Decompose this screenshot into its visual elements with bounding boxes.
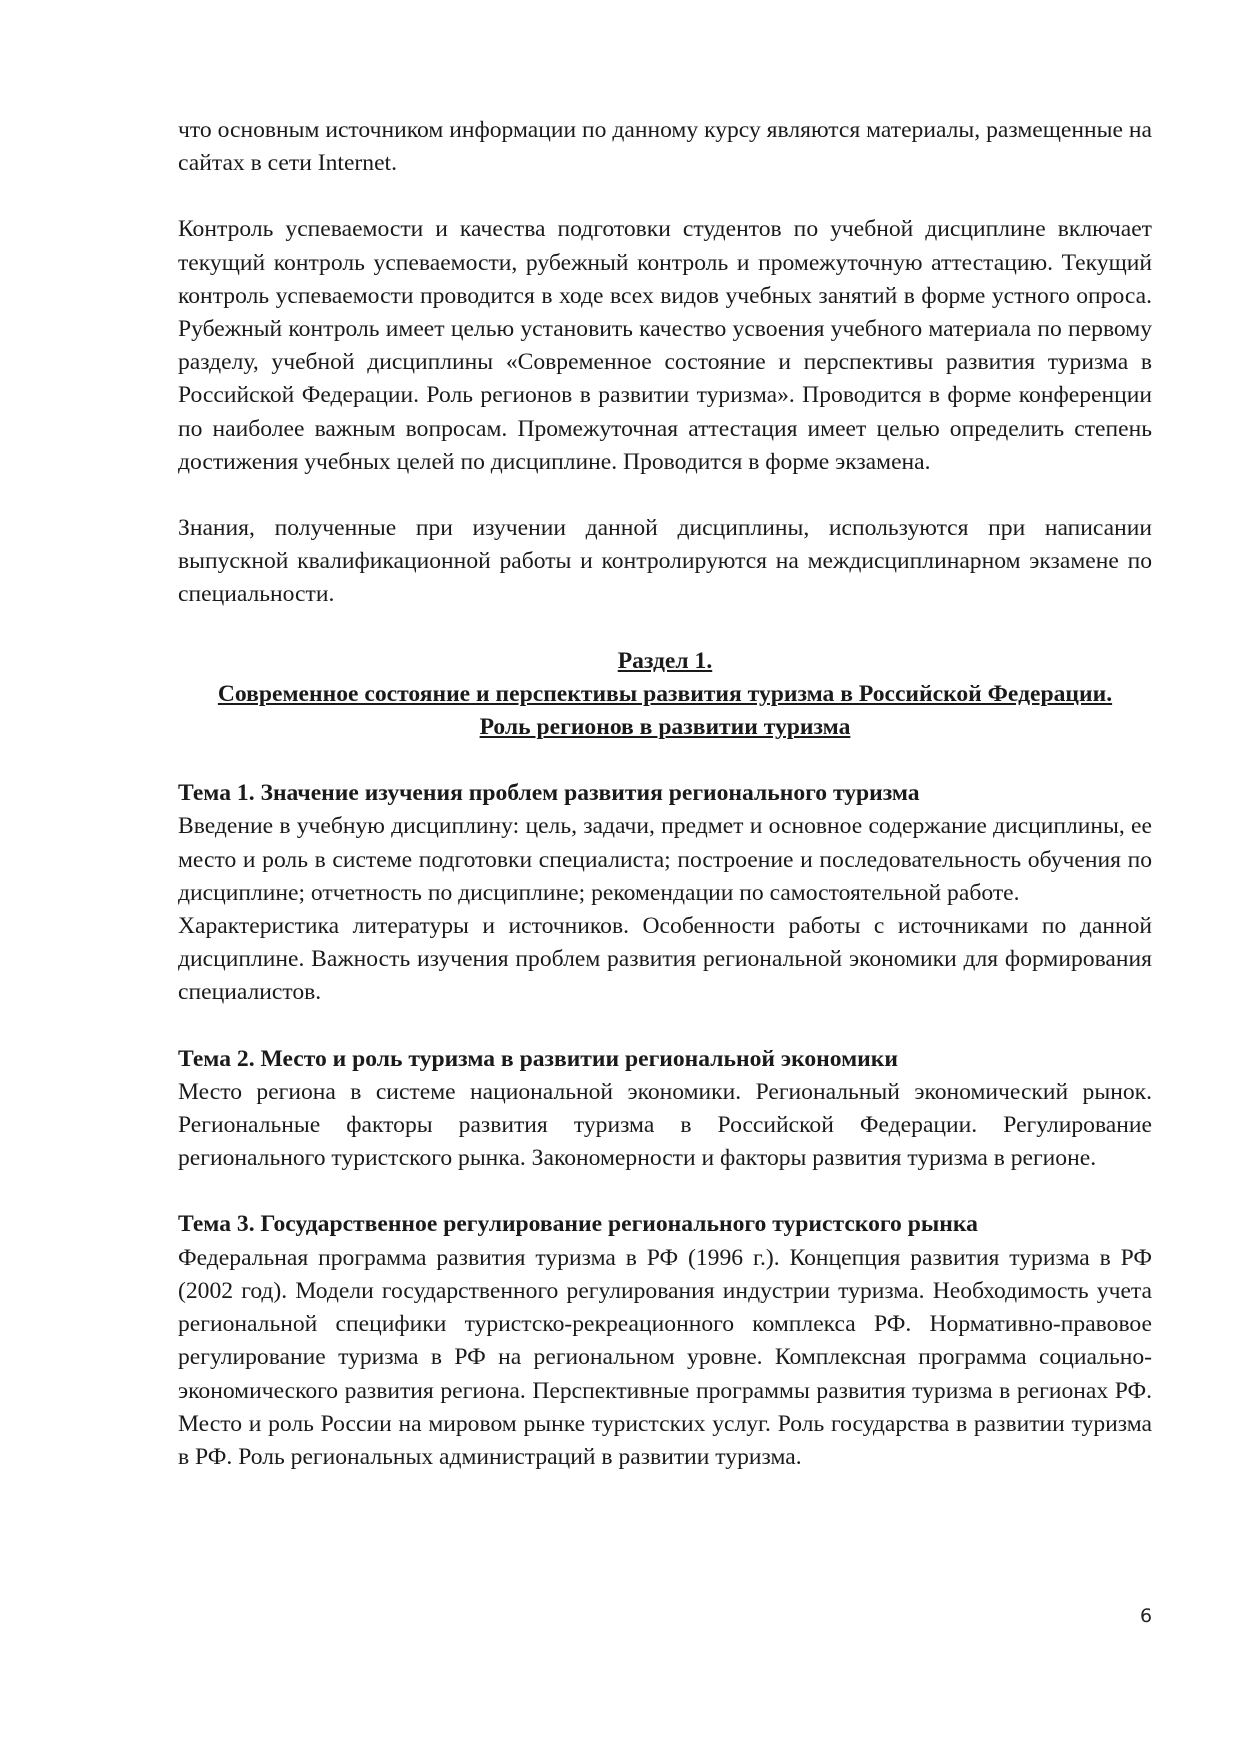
topic-2-paragraph-1: Место региона в системе национальной экономики. Региональный экономический рынок. Региональные факторы развития туризма в Российской Федерации. Регулирование регионального туристского рынка. Закономерности и факторы развития туризма в регионе. xyxy=(178,1078,1152,1172)
topic-1-paragraph-2: Характеристика литературы и источников. Особенности работы с источниками по данной дисциплине. Важность изучения проблем развития региональной экономики для формирования специалистов. xyxy=(178,913,1152,1006)
spacer xyxy=(178,180,1152,213)
section-label: Раздел 1. xyxy=(617,647,713,674)
intro-paragraph-2: Контроль успеваемости и качества подготовки студентов по учебной дисциплине включает текущий контроль успеваемости, рубежный контроль и промежуточную аттестацию. Текущий контроль успеваемости проводится в ходе всех видов учебных занятий в форме устного опроса. Рубежный контроль имеет целью установить качество усвоения учебного материала по первому разделу, учебной дисциплины «Современное состояние и перспективы развития туризма в Российской Федерации. Роль регионов в развитии туризма». Проводится в форме конференции по наиболее важным вопросам. Промежуточная аттестация имеет целью определить степень достижения учебных целей по дисциплине. Проводится в форме экзамена. xyxy=(178,216,1152,475)
topic-3-title: Тема 3. Государственное регулирование регионального туристского рынка xyxy=(178,1211,978,1238)
spacer xyxy=(178,479,1152,512)
topic-2 xyxy=(178,1043,1152,1176)
spacer xyxy=(178,744,1152,777)
section-heading xyxy=(178,645,1152,745)
spacer xyxy=(178,1175,1152,1208)
topic-2-title: Тема 2. Место и роль туризма в развитии региональной экономики xyxy=(178,1045,898,1072)
topic-3-paragraph-1: Федеральная программа развития туризма в РФ (1996 г.). Концепция развития туризма в РФ (2002 год). Модели государственного регулирования индустрии туризма. Необходимость учета региональной специфики туристско-рекреационного комплекса РФ. Нормативно-правовое регулирование туризма в РФ на региональном уровне. Комплексная программа социально-экономического развития региона. Перспективные программы развития туризма в регионах РФ. Место и роль России на мировом рынке туристских услуг. Роль государства в развитии туризма в РФ. Роль региональных администраций в развитии туризма. xyxy=(178,1244,1152,1470)
document-page xyxy=(178,114,1152,1474)
intro-paragraph-3: Знания, полученные при изучении данной дисциплины, используются при написании выпускной квалификационной работы и контролируются на междисциплинарном экзамене по специальности. xyxy=(178,515,1152,608)
topic-1-title: Тема 1. Значение изучения проблем развития регионального туризма xyxy=(178,780,920,807)
intro-paragraph-1: что основным источником информации по данному курсу являются материалы, размещенные на сайтах в сети Internet. xyxy=(178,117,1152,177)
spacer xyxy=(178,612,1152,645)
topic-3 xyxy=(178,1208,1152,1474)
topic-1-paragraph-1: Введение в учебную дисциплину: цель, задачи, предмет и основное содержание дисциплины, ее место и роль в системе подготовки специалиста; построение и последовательность обучения по дисциплине; отчетность по дисциплине; рекомендации по самостоятельной работе. xyxy=(178,813,1152,906)
spacer xyxy=(178,1010,1152,1043)
section-title-line-2: Роль регионов в развитии туризма xyxy=(479,714,851,741)
topic-1 xyxy=(178,777,1152,1009)
section-title-line-1: Современное состояние и перспективы развития туризма в Российской Федерации. xyxy=(217,680,1113,707)
page-number: 6 xyxy=(1140,1605,1153,1627)
